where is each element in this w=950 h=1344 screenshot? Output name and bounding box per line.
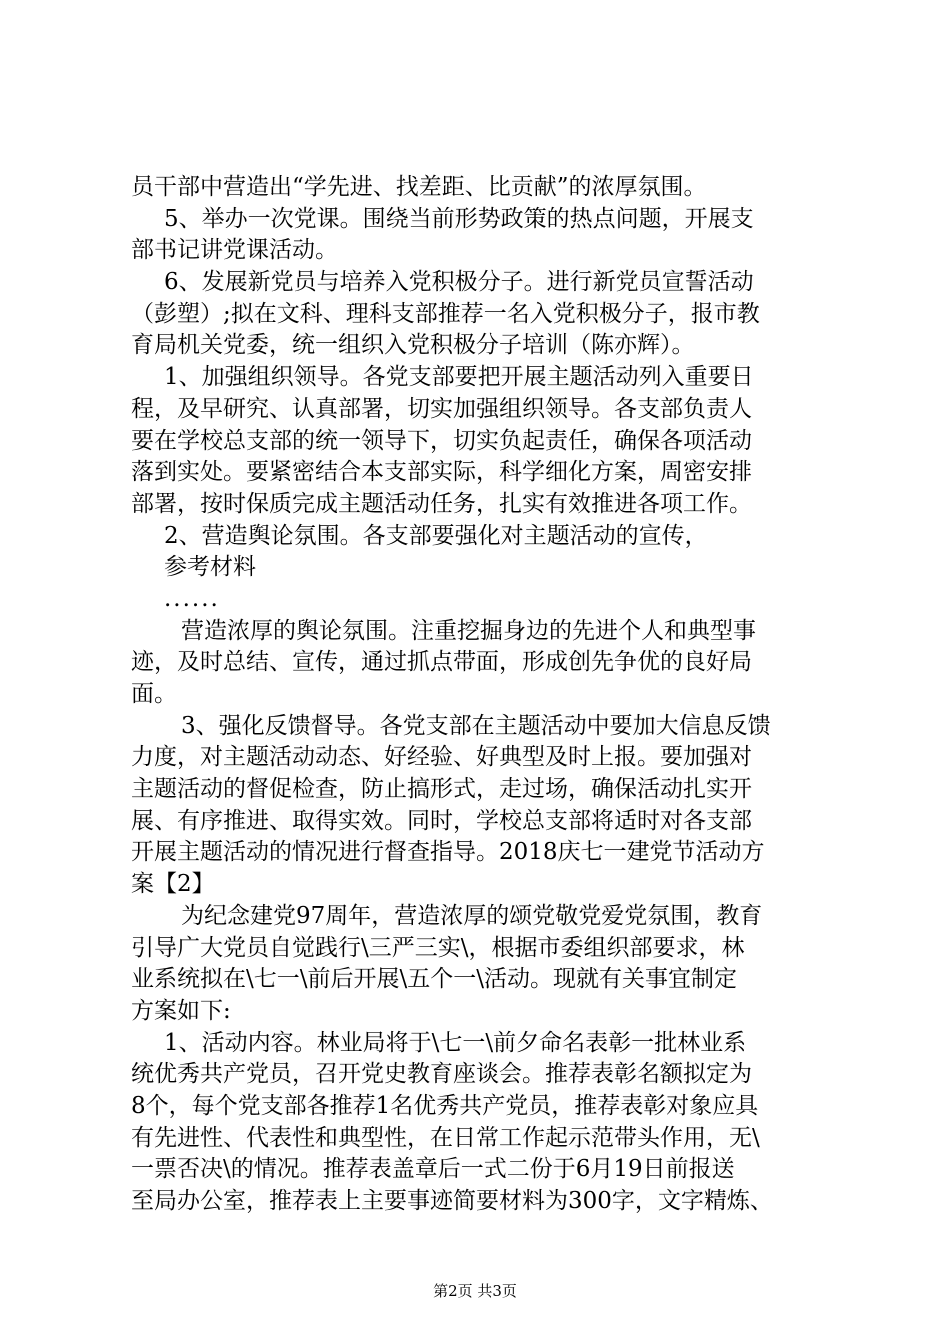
text-line: 2、营造舆论氛围。各支部要强化对主题活动的宣传， xyxy=(164,522,708,549)
text-line: 员干部中营造出“学先进、找差距、比贡献”的浓厚氛围。 xyxy=(131,174,707,200)
text-line: 1、加强组织领导。各党支部要把开展主题活动列入重要日 xyxy=(164,364,754,391)
text-line: 面。 xyxy=(131,681,177,707)
text-line: 为纪念建党97周年，营造浓厚的颂党敬党爱党氛围，教育 xyxy=(181,902,763,929)
text-line: （彭塑）;拟在文科、理科支部推荐一名入党积极分子，报市教 xyxy=(131,300,760,327)
text-line: 统优秀共产党员，召开党史教育座谈会。推荐表彰名额拟定为 xyxy=(131,1061,752,1088)
text-line: 1、活动内容。林业局将于\七一\前夕命名表彰一批林业系 xyxy=(164,1029,747,1056)
text-line: 业系统拟在\七一\前后开展\五个一\活动。现就有关事宜制定 xyxy=(131,966,737,993)
text-line: 方案如下: xyxy=(131,997,231,1024)
text-line: 8个，每个党支部各推荐1名优秀共产党员，推荐表彰对象应具 xyxy=(131,1092,759,1119)
text-line: 参考材料 xyxy=(164,554,256,581)
text-line: 至局办公室，推荐表上主要事迹简要材料为300字，文字精炼、 xyxy=(131,1188,773,1214)
text-line: 一票否决\的情况。推荐表盖章后一式二份于6月19日前报送 xyxy=(131,1156,735,1183)
page-footer: 第2页 共3页 xyxy=(433,1282,517,1300)
text-line: 力度，对主题活动动态、好经验、好典型及时上报。要加强对 xyxy=(131,744,752,771)
text-line: ...... xyxy=(164,585,220,612)
text-line: 有先进性、代表性和典型性，在日常工作起示范带头作用，无\ xyxy=(131,1124,760,1151)
text-line: 开展主题活动的情况进行督查指导。2018庆七一建党节活动方 xyxy=(131,839,765,866)
text-line: 落到实处。要紧密结合本支部实际，科学细化方案，周密安排 xyxy=(131,459,752,486)
text-line: 展、有序推进、取得实效。同时，学校总支部将适时对各支部 xyxy=(131,807,752,834)
text-line: 主题活动的督促检查，防止搞形式，走过场，确保活动扎实开 xyxy=(131,776,752,803)
text-line: 营造浓厚的舆论氛围。注重挖掘身边的先进个人和典型事 xyxy=(181,617,756,644)
text-line: 6、发展新党员与培养入党积极分子。进行新党员宣誓活动 xyxy=(164,269,754,296)
text-line: 部书记讲党课活动。 xyxy=(131,237,338,264)
text-line: 部署，按时保质完成主题活动任务，扎实有效推进各项工作。 xyxy=(131,490,752,517)
text-line: 程，及早研究、认真部署，切实加强组织领导。各支部负责人 xyxy=(131,395,752,422)
text-line: 迹，及时总结、宣传，通过抓点带面，形成创先争优的良好局 xyxy=(131,649,752,676)
text-line: 案【2】 xyxy=(131,871,215,898)
text-line: 3、强化反馈督导。各党支部在主题活动中要加大信息反馈 xyxy=(181,712,771,739)
text-line: 育局机关党委，统一组织入党积极分子培训（陈亦辉）。 xyxy=(131,332,695,359)
text-line: 5、举办一次党课。围绕当前形势政策的热点问题，开展支 xyxy=(164,205,754,232)
text-line: 引导广大党员自觉践行\三严三实\，根据市委组织部要求，林 xyxy=(131,934,745,961)
text-line: 要在学校总支部的统一领导下，切实负起责任，确保各项活动 xyxy=(131,427,752,454)
document-body xyxy=(131,172,831,1218)
